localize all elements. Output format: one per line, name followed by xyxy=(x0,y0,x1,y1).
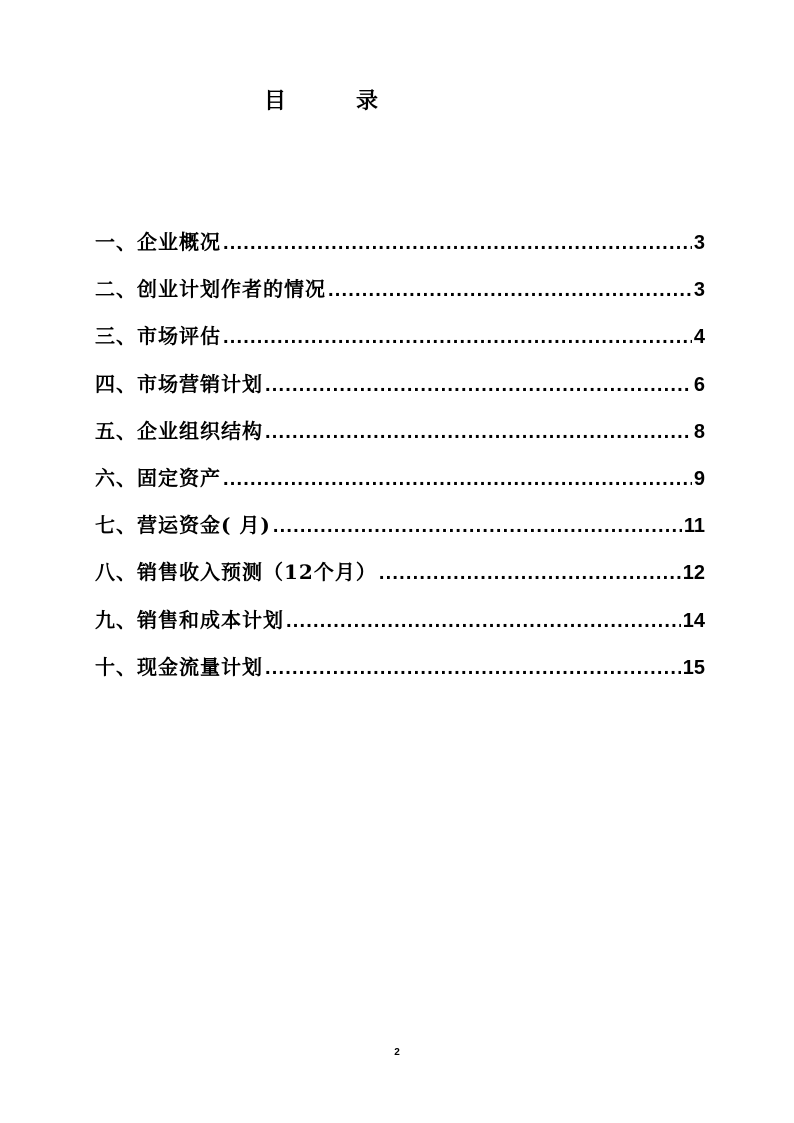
toc-entry[interactable] xyxy=(95,460,705,507)
toc-entry-label: 五、企业组织结构 xyxy=(95,418,263,443)
toc-entry[interactable] xyxy=(95,366,705,413)
toc-dot-leader xyxy=(265,650,681,686)
toc-entry-label: 八、销售收入预测（12个月） xyxy=(95,560,377,585)
toc-entry[interactable] xyxy=(95,507,705,554)
toc-entry[interactable] xyxy=(95,224,705,271)
toc-entry[interactable] xyxy=(95,554,705,601)
toc-entry-page: 12 xyxy=(682,562,705,585)
toc-entry-page: 15 xyxy=(682,656,705,679)
toc-entry-page: 14 xyxy=(682,609,705,632)
toc-entry-label: 一、企业概况 xyxy=(95,230,221,254)
toc-entry-page: 11 xyxy=(683,515,705,538)
toc-entry[interactable] xyxy=(95,413,705,460)
toc-dot-leader xyxy=(223,461,692,497)
toc-entry-page: 6 xyxy=(693,373,705,396)
toc-title: 目 录 xyxy=(264,88,403,114)
toc-dot-leader xyxy=(286,603,681,639)
toc-entry[interactable] xyxy=(95,649,705,696)
toc-entry-page: 8 xyxy=(693,420,705,443)
footer-page-number: 2 xyxy=(394,1047,400,1058)
toc-entry-label: 四、市场营销计划 xyxy=(95,371,263,396)
toc-entry-page: 3 xyxy=(693,279,705,302)
toc-entry-label: 二、创业计划作者的情况 xyxy=(95,277,326,302)
toc-entry-page: 3 xyxy=(693,232,705,254)
toc-entry[interactable] xyxy=(95,602,705,649)
toc-dot-leader xyxy=(273,508,682,544)
toc-entry-label: 九、销售和成本计划 xyxy=(95,607,284,632)
toc-dot-leader xyxy=(223,225,692,261)
toc-dot-leader xyxy=(223,319,692,355)
toc-entry-label: 七、营运资金( 月) xyxy=(95,513,271,538)
toc-entry[interactable] xyxy=(95,318,705,365)
toc-entry-label: 三、市场评估 xyxy=(95,324,221,349)
toc-dot-leader xyxy=(379,555,681,591)
toc-entry-page: 9 xyxy=(693,467,705,490)
toc-entry-page: 4 xyxy=(693,326,705,349)
toc-list xyxy=(95,224,705,696)
toc-entry-label: 六、固定资产 xyxy=(95,465,221,490)
toc-entry[interactable] xyxy=(95,271,705,318)
toc-entry-label: 十、现金流量计划 xyxy=(95,654,263,679)
toc-dot-leader xyxy=(265,414,692,450)
toc-dot-leader xyxy=(265,367,692,403)
toc-dot-leader xyxy=(328,272,692,308)
